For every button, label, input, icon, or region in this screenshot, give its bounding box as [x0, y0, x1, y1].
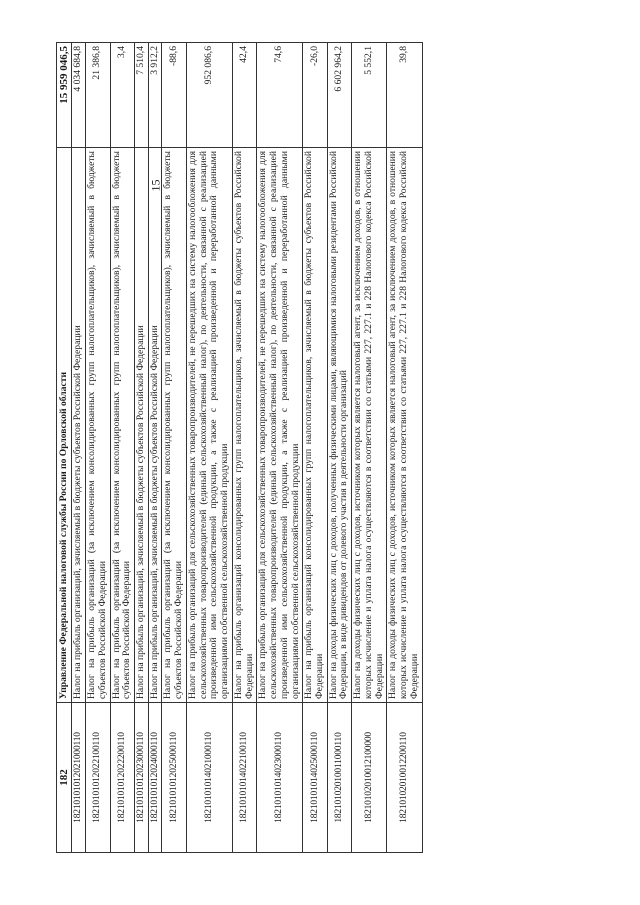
- table-body: [72, 43, 422, 853]
- description-cell: Налог на прибыль организаций (за исключением консолидированных групп налогоплательщиков), зачисляемый в бюджеты субъектов Российской Федерации: [86, 148, 110, 703]
- description-cell: Налог на прибыль организаций, зачисляемый в бюджеты субъектов Российской Федерации: [148, 148, 162, 703]
- code-cell: 18210101012022100110: [86, 703, 110, 853]
- table-header-row: [57, 43, 72, 853]
- description-cell: Налог на доходы физических лиц с доходов, полученных физическими лицами, являющимися налоговыми резидентами Российской Федерации, в виде дивидендов от долевого участия в деятельности организаций: [327, 148, 351, 703]
- description-cell: Налог на доходы физических лиц с доходов, источником которых является налоговый агент, за исключением доходов, в отношении которых исчисление и уплата налога осуществляются в соответствии со статьями 227, 227.1 и 228 Налогового кодекса Российской Федерации: [387, 148, 422, 703]
- budget-table: [56, 42, 423, 853]
- value-cell: 3,4: [110, 43, 134, 148]
- value-cell: 39,8: [387, 43, 422, 148]
- header-code: 182: [57, 703, 72, 853]
- rotated-page: [56, 43, 606, 853]
- table-row: [327, 43, 351, 853]
- value-cell: 74,6: [257, 43, 303, 148]
- header-title: Управление Федеральной налоговой службы России по Орловской области: [57, 148, 72, 703]
- table-row: [148, 43, 162, 853]
- table-row: [110, 43, 134, 853]
- table-row: [257, 43, 303, 853]
- description-cell: Налог на прибыль организаций (за исключением консолидированных групп налогоплательщиков), зачисляемый в бюджеты субъектов Российской Федерации: [162, 148, 186, 703]
- table-row: [352, 43, 387, 853]
- code-cell: 18210101012022200110: [110, 703, 134, 853]
- code-cell: 18210101012025000110: [162, 703, 186, 853]
- code-cell: 18210102010012200110: [387, 703, 422, 853]
- header-total: 15 959 046,5: [57, 43, 72, 148]
- description-cell: Налог на прибыль организаций для сельскохозяйственных товаропроизводителей, не перешедших на систему налогообложения для сельскохозяйственных товаропроизводителей (единый сельскохозяйственный налог), по деятельности, связанной с реализацией произведенной ими сельскохозяйственной продукции, а также с реализацией произведенной и переработанной данными организациями собственной сельскохозяйственной продукции: [186, 148, 232, 703]
- code-cell: 18210101014023000110: [257, 703, 303, 853]
- table-row: [387, 43, 422, 853]
- description-cell: Налог на доходы физических лиц с доходов, источником которых является налоговый агент, за исключением доходов, в отношении которых исчисление и уплата налога осуществляются в соответствии со статьями 227, 227.1 и 228 Налогового кодекса Российской Федерации: [352, 148, 387, 703]
- value-cell: 7 510,4: [134, 43, 148, 148]
- value-cell: 21 386,8: [86, 43, 110, 148]
- value-cell: 3 912,2: [148, 43, 162, 148]
- value-cell: -88,6: [162, 43, 186, 148]
- table-row: [232, 43, 256, 853]
- code-cell: 18210101014025000110: [303, 703, 327, 853]
- value-cell: 42,4: [232, 43, 256, 148]
- page-number: 15: [148, 179, 163, 192]
- description-cell: Налог на прибыль организаций, зачисляемый в бюджеты субъектов Российской Федерации: [134, 148, 148, 703]
- code-cell: 18210101012023000110: [134, 703, 148, 853]
- code-cell: 18210101014022100110: [232, 703, 256, 853]
- table-row: [186, 43, 232, 853]
- description-cell: Налог на прибыль организаций (за исключением консолидированных групп налогоплательщиков), зачисляемый в бюджеты субъектов Российской Федерации: [110, 148, 134, 703]
- table-row: [86, 43, 110, 853]
- description-cell: Налог на прибыль организаций для сельскохозяйственных товаропроизводителей, не перешедших на систему налогообложения для сельскохозяйственных товаропроизводителей (единый сельскохозяйственный налог), по деятельности, связанной с реализацией произведенной ими сельскохозяйственной продукции, а также с реализацией произведенной и переработанной данными организациями собственной сельскохозяйственной продукции: [257, 148, 303, 703]
- table-row: [72, 43, 86, 853]
- code-cell: 18210101012024000110: [148, 703, 162, 853]
- value-cell: 952 086,6: [186, 43, 232, 148]
- description-cell: Налог на прибыль организаций консолидированных групп налогоплательщиков, зачисляемый в бюджеты субъектов Российской Федерации: [232, 148, 256, 703]
- code-cell: 18210102010012100000: [352, 703, 387, 853]
- value-cell: -26,0: [303, 43, 327, 148]
- value-cell: 4 034 684,8: [72, 43, 86, 148]
- table-row: [134, 43, 148, 853]
- description-cell: Налог на прибыль организаций консолидированных групп налогоплательщиков, зачисляемый в бюджеты субъектов Российской Федерации: [303, 148, 327, 703]
- description-cell: Налог на прибыль организаций, зачисляемый в бюджеты субъектов Российской Федерации: [72, 148, 86, 703]
- value-cell: 6 602 964,2: [327, 43, 351, 148]
- code-cell: 18210101014021000110: [186, 703, 232, 853]
- table-row: [162, 43, 186, 853]
- code-cell: 18210101012021000110: [72, 703, 86, 853]
- code-cell: 18210102010011000110: [327, 703, 351, 853]
- value-cell: 5 552,1: [352, 43, 387, 148]
- table-row: [303, 43, 327, 853]
